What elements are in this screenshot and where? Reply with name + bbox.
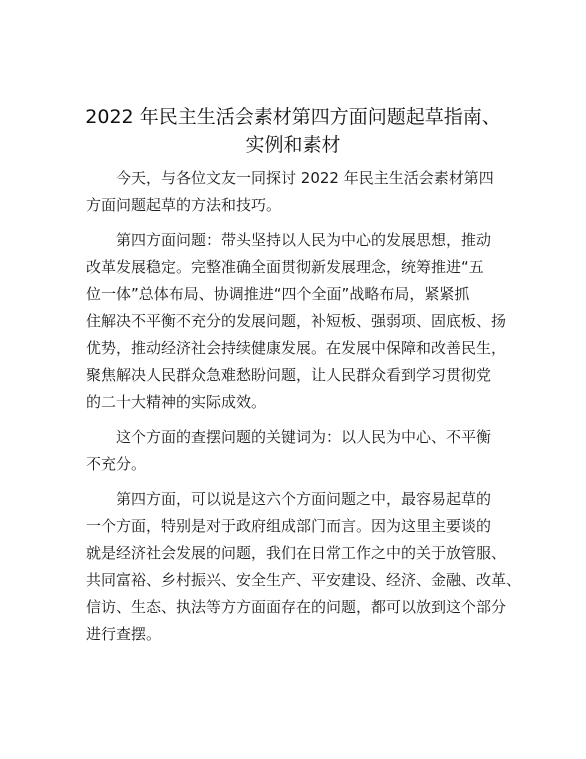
paragraph-line: 方面问题起草的方法和技巧。 — [86, 196, 282, 214]
paragraph-line: 聚焦解决人民群众急难愁盼问题，让人民群众看到学习贯彻党 — [86, 366, 492, 384]
paragraph-line: 第四方面问题：带头坚持以人民为中心的发展思想，推动 — [116, 231, 492, 249]
paragraph-line: 优势，推动经济社会持续健康发展。在发展中保障和改善民生， — [86, 339, 507, 357]
paragraph-line: 进行查摆。 — [86, 625, 162, 643]
document-title-line-1: 2022 年民主生活会素材第四方面问题起草指南、 — [85, 106, 501, 128]
paragraph-line: 的二十大精神的实际成效。 — [86, 393, 267, 411]
paragraph-line: 一个方面，特别是对于政府组成部门而言。因为这里主要谈的 — [86, 517, 492, 535]
paragraph-line: 不充分。 — [86, 455, 147, 473]
paragraph-line: 住解决不平衡不充分的发展问题，补短板、强弱项、固底板、扬 — [86, 312, 507, 330]
paragraph-line: 共同富裕、乡村振兴、安全生产、平安建设、经济、金融、改革、 — [86, 571, 522, 589]
paragraph-line: 这个方面的查摆问题的关键词为：以人民为中心、不平衡 — [116, 428, 492, 446]
paragraph-line: 信访、生态、执法等方方面面存在的问题，都可以放到这个部分 — [86, 598, 507, 616]
document-title-line-2: 实例和素材 — [245, 134, 341, 156]
paragraph-line: 就是经济社会发展的问题，我们在日常工作之中的关于放管服、 — [86, 544, 507, 562]
paragraph-line: 位一体”总体布局、协调推进“四个全面”战略布局，紧紧抓 — [86, 285, 470, 303]
paragraph-line: 第四方面，可以说是这六个方面问题之中，最容易起草的 — [116, 490, 492, 508]
paragraph-line: 今天，与各位文友一同探讨 2022 年民主生活会素材第四 — [116, 169, 494, 187]
paragraph-line: 改革发展稳定。完整准确全面贯彻新发展理念，统筹推进“五 — [86, 258, 484, 276]
